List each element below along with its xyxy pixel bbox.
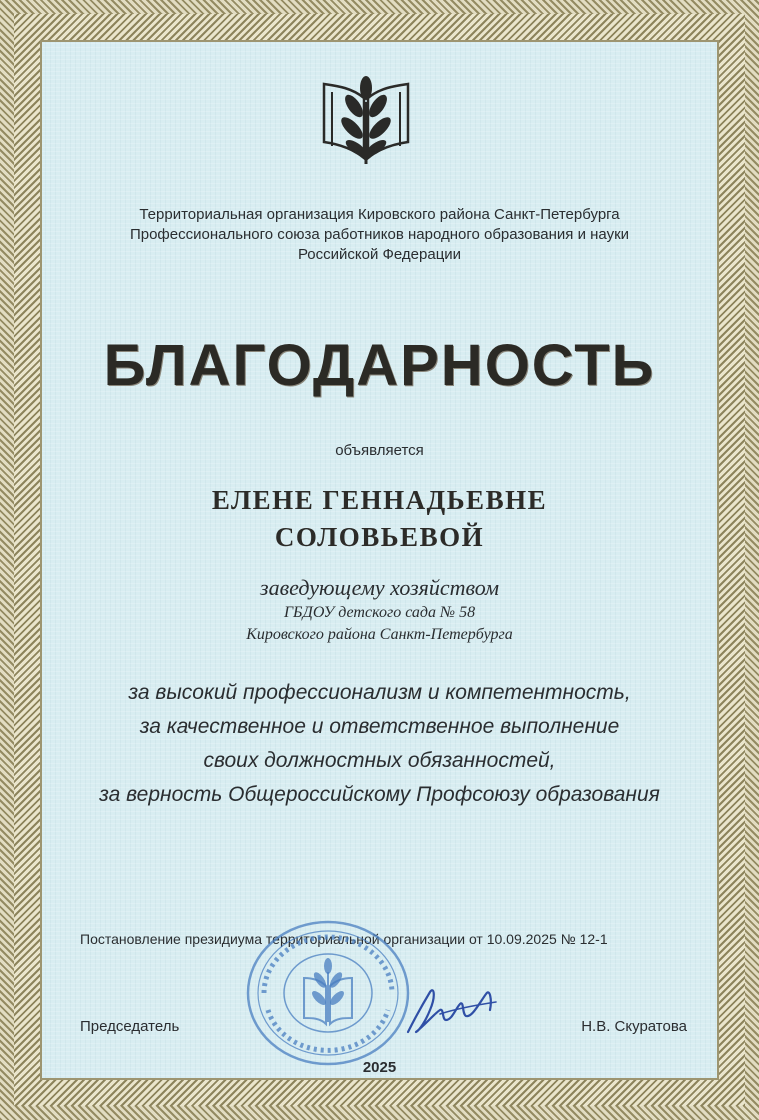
recipient-name-line-1: ЕЛЕНЕ ГЕННАДЬЕВНЕ (211, 485, 548, 515)
recipient-name (40, 482, 719, 556)
announced-text: объявляется (335, 442, 424, 459)
merit-line: за верность Общероссийскому Профсоюзу образования (99, 783, 660, 806)
decree-text: Постановление президиума территориальной организации от 10.09.2025 № 12-1 (80, 931, 608, 947)
merit-line: за качественное и ответственное выполнение (139, 715, 620, 738)
position-line-1: заведующему хозяйством (260, 575, 499, 600)
round-seal-stamp (244, 918, 412, 1068)
merits-text (40, 676, 719, 812)
position-line-3: Кировского района Санкт-Петербурга (246, 626, 513, 643)
certificate-title: БЛАГОДАРНОСТЬ (103, 333, 656, 398)
position-line-2: ГБДОУ детского сада № 58 (283, 604, 476, 621)
handwritten-signature (400, 980, 510, 1040)
organization-line-3: Российской Федерации (297, 246, 462, 263)
union-emblem-icon (318, 72, 414, 172)
chairman-label: Председатель (80, 1018, 180, 1035)
signer-name: Н.В. Скуратова (581, 1018, 687, 1035)
organization-header (40, 205, 719, 265)
merit-line: за высокий профессионализм и компетентность, (128, 681, 631, 704)
issue-year: 2025 (362, 1059, 397, 1076)
recipient-position (40, 574, 719, 646)
organization-line-2: Профессионального союза работников народного образования и науки (129, 226, 630, 243)
organization-line-1: Территориальная организация Кировского района Санкт-Петербурга (139, 206, 620, 223)
recipient-name-line-2: СОЛОВЬЕВОЙ (274, 522, 485, 552)
merit-line: своих должностных обязанностей, (203, 749, 556, 772)
